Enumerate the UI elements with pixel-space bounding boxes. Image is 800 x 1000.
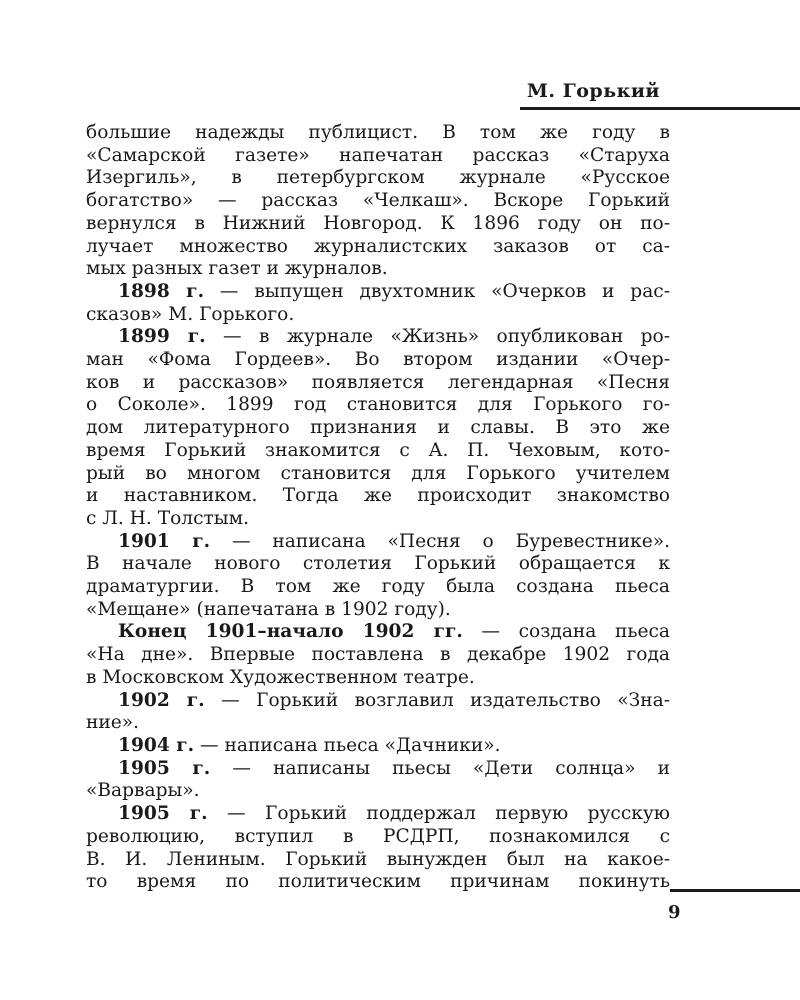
text-line	[86, 145, 670, 168]
line-text: «Мещане» (напечатана в 1902 году).	[86, 598, 451, 620]
text-line	[86, 553, 670, 576]
text-line	[86, 463, 670, 486]
line-text: В. И. Лениным. Горький вынужден был на какое-	[86, 848, 670, 870]
chronology-date: 1904 г.	[118, 734, 195, 756]
line-text: ние».	[86, 712, 140, 734]
line-text: — написана пьеса «Дачники».	[194, 734, 501, 756]
text-line	[86, 826, 670, 849]
footer-rule	[670, 889, 800, 892]
line-text: дом литературного признания и славы. В это же	[86, 417, 670, 439]
text-line	[86, 599, 670, 622]
line-text: — написаны пьесы «Дети солнца» и	[210, 757, 671, 779]
line-text: о Соколе». 1899 год становится для Горького го-	[86, 394, 670, 416]
running-head-title: М. Горький	[526, 80, 660, 102]
chronology-date: 1901 г.	[118, 530, 211, 552]
text-line	[86, 258, 670, 281]
line-text: «Варвары».	[86, 780, 200, 802]
line-text: «Самарской газете» напечатан рассказ «Старуха	[86, 144, 670, 166]
line-text: Изергиль», в петербургском журнале «Русское	[86, 167, 670, 189]
paragraph	[86, 803, 670, 894]
text-line	[86, 780, 670, 803]
text-line	[86, 644, 670, 667]
line-text: — Горький возглавил издательство «Зна-	[204, 689, 671, 711]
text-line	[86, 394, 670, 417]
text-line	[86, 508, 670, 531]
text-line	[86, 485, 670, 508]
line-text: — в журнале «Жизнь» опубликован ро-	[205, 326, 670, 348]
text-line	[86, 213, 670, 236]
line-text: большие надежды публицист. В том же году в	[86, 122, 670, 143]
line-text: — написана «Песня о Буревестнике».	[210, 530, 670, 552]
line-text: в Московском Художественном театре.	[86, 666, 475, 688]
line-text: — выпущен двухтомник «Очерков и рас-	[204, 280, 670, 302]
text-line	[86, 849, 670, 872]
line-text: мых разных газет и журналов.	[86, 258, 388, 280]
text-line	[86, 758, 670, 781]
line-text: сказов» М. Горького.	[86, 303, 295, 325]
text-line	[86, 621, 670, 644]
paragraph	[86, 735, 670, 758]
text-line	[86, 236, 670, 259]
text-line	[86, 667, 670, 690]
chronology-date: 1905 г.	[118, 757, 211, 779]
line-text: рый во многом становится для Горького учителем	[86, 462, 670, 484]
line-text: ман «Фома Гордеев». Во втором издании «Очер-	[86, 349, 670, 371]
text-line	[86, 326, 670, 349]
line-text: богатство» — рассказ «Челкаш». Вскоре Горький	[86, 190, 670, 212]
text-line	[86, 190, 670, 213]
text-line	[86, 871, 670, 894]
text-line	[86, 372, 670, 395]
paragraph	[86, 758, 670, 803]
paragraph	[86, 281, 670, 326]
line-text: лучает множество журналистских заказов от са-	[86, 235, 670, 257]
chronology-date: Конец 1901–начало 1902 гг.	[118, 621, 463, 643]
chronology-date: 1898 г.	[118, 280, 205, 302]
line-text: с Л. Н. Толстым.	[86, 507, 249, 529]
line-text: время Горький знакомится с А. П. Чеховым, кото-	[86, 439, 670, 461]
header-rule	[520, 107, 800, 110]
line-text: революцию, вступил в РСДРП, познакомился с	[86, 825, 670, 847]
line-text: и наставником. Тогда же происходит знакомство	[86, 485, 670, 507]
text-line	[86, 690, 670, 713]
paragraph	[86, 531, 670, 622]
text-line	[86, 304, 670, 327]
line-text: вернулся в Нижний Новгород. К 1896 году он по-	[86, 212, 670, 234]
text-line	[86, 531, 670, 554]
text-line	[86, 122, 670, 145]
line-text: В начале нового столетия Горький обращается к	[86, 553, 670, 575]
text-line	[86, 440, 670, 463]
page-body-text	[86, 122, 670, 894]
line-text: ков и рассказов» появляется легендарная «Песня	[86, 371, 670, 393]
line-text: то время по политическим причинам покинуть	[86, 871, 670, 893]
line-text: драматургии. В том же году была создана пьеса	[86, 576, 670, 598]
chronology-date: 1905 г.	[118, 803, 208, 825]
paragraph	[86, 621, 670, 689]
page-number: 9	[668, 902, 681, 923]
text-line	[86, 349, 670, 372]
chronology-date: 1899 г.	[118, 326, 206, 348]
line-text: «На дне». Впервые поставлена в декабре 1902 года	[86, 644, 670, 666]
chronology-date: 1902 г.	[118, 689, 205, 711]
text-line	[86, 803, 670, 826]
text-line	[86, 712, 670, 735]
text-line	[86, 167, 670, 190]
text-line	[86, 281, 670, 304]
text-line	[86, 417, 670, 440]
paragraph	[86, 326, 670, 530]
paragraph	[86, 690, 670, 735]
line-text: — Горький поддержал первую русскую	[207, 803, 670, 825]
text-line	[86, 576, 670, 599]
text-line	[86, 735, 670, 758]
paragraph	[86, 122, 670, 281]
line-text: — создана пьеса	[462, 621, 670, 643]
